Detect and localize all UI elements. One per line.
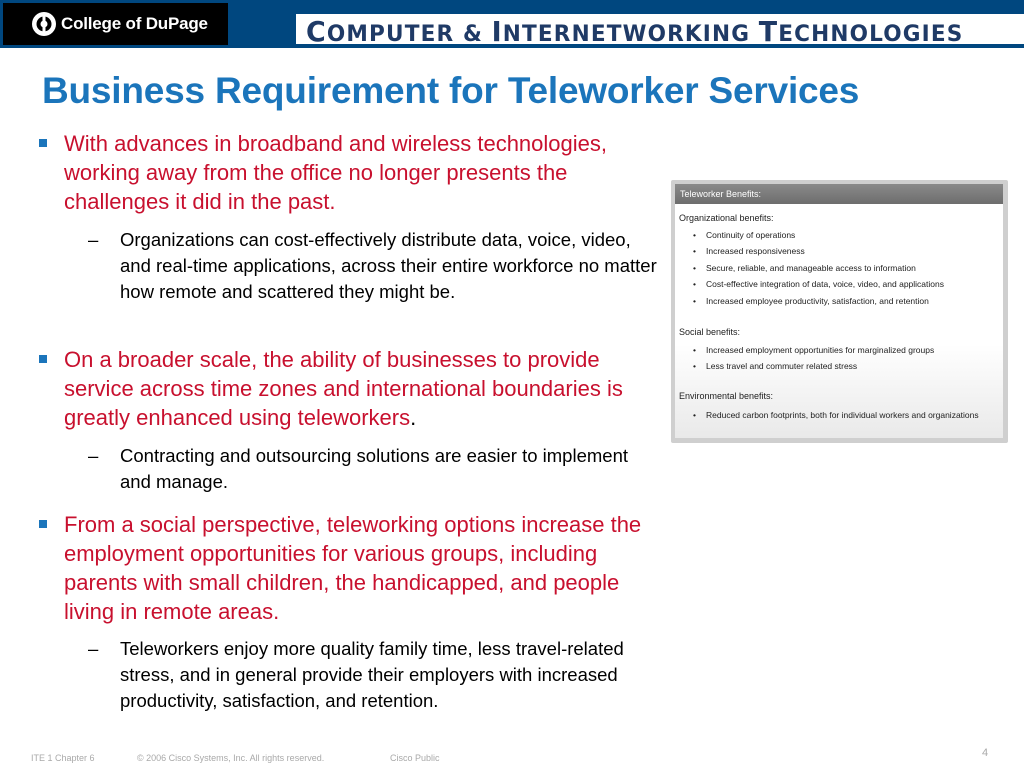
slide-title: Business Requirement for Teleworker Services: [42, 70, 860, 111]
department-title-part: OMPUTER &: [326, 21, 492, 47]
department-title-part: ECHNOLOGIES: [778, 21, 964, 47]
bullet-3: [64, 510, 644, 626]
department-title-part: T: [758, 15, 779, 48]
sub-bullet-2-text: Contracting and outsourcing solutions are easier to implement and manage.: [120, 445, 629, 492]
sub-bullet-1: [88, 227, 665, 305]
bullet-dot-icon: •: [693, 296, 696, 306]
bullet-dot-icon: •: [693, 345, 696, 355]
sub-bullet-3: [88, 636, 680, 714]
figure-list-item-text: Increased employee productivity, satisfaction, and retention: [706, 296, 929, 306]
bullet-1: [64, 129, 674, 216]
figure-panel: [675, 184, 1003, 438]
teleworker-benefits-figure: [671, 180, 1008, 443]
footer-classification: Cisco Public: [390, 753, 440, 763]
figure-section-title: Environmental benefits:: [679, 391, 774, 401]
square-bullet-icon: [39, 355, 47, 363]
figure-list-item-text: Reduced carbon footprints, both for individual workers and organizations: [706, 410, 979, 420]
bullet-dot-icon: •: [693, 410, 696, 420]
bullet-dot-icon: •: [693, 246, 696, 256]
department-title-part: C: [306, 15, 327, 48]
figure-list-item: [693, 229, 796, 241]
sub-bullet-1-text: Organizations can cost-effectively distribute data, voice, video, and real-time applications, across their entire workforce no matter how remote and scattered they might be.: [120, 229, 657, 302]
figure-list-item-text: Continuity of operations: [706, 230, 796, 240]
bullet-1-text: With advances in broadband and wireless technologies, working away from the office no longer presents the challenges it did in the past.: [64, 131, 607, 214]
sub-bullet-2: [88, 443, 655, 495]
dash-bullet-icon: –: [88, 229, 99, 250]
bullet-3-text: From a social perspective, teleworking options increase the employment opportunities for various groups, including parents with small children, the handicapped, and people living in remote areas.: [64, 512, 642, 624]
figure-body: [675, 204, 1003, 438]
figure-list-item: [693, 344, 935, 356]
figure-list-item: [693, 278, 944, 290]
department-title-part: NTERNETWORKING: [502, 21, 759, 47]
footer-course: ITE 1 Chapter 6: [31, 753, 95, 763]
sub-bullet-3-text: Teleworkers enjoy more quality family time, less travel-related stress, and in general provide their employers with increased productivity, satisfaction, and retention.: [120, 638, 624, 711]
bullet-dot-icon: •: [693, 230, 696, 240]
dash-bullet-icon: –: [88, 638, 99, 659]
figure-section-title: Organizational benefits:: [679, 213, 774, 223]
bullet-dot-icon: •: [693, 361, 696, 371]
department-title-part: I: [491, 15, 503, 48]
figure-heading: Teleworker Benefits:: [675, 184, 1003, 204]
figure-list-item-text: Secure, reliable, and manageable access to information: [706, 263, 916, 273]
figure-section-title: Social benefits:: [679, 327, 741, 337]
figure-list-item: [693, 409, 979, 421]
figure-list-item-text: Increased employment opportunities for marginalized groups: [706, 345, 935, 355]
footer-copyright: © 2006 Cisco Systems, Inc. All rights reserved.: [137, 753, 325, 763]
figure-list-item: [693, 360, 858, 372]
figure-list-item-text: Less travel and commuter related stress: [706, 361, 858, 371]
bullet-dot-icon: •: [693, 263, 696, 273]
page-number: 4: [982, 747, 989, 759]
figure-list-item-text: Cost-effective integration of data, voice, video, and applications: [706, 279, 944, 289]
figure-list-item-text: Increased responsiveness: [706, 246, 805, 256]
bullet-2-text: On a broader scale, the ability of businesses to provide service across time zones and international boundaries is greatly enhanced using teleworkers: [64, 347, 623, 430]
figure-list-item: [693, 245, 805, 257]
logo-text: College of DuPage: [61, 14, 208, 33]
square-bullet-icon: [39, 520, 47, 528]
square-bullet-icon: [39, 139, 47, 147]
figure-list-item: [693, 262, 916, 274]
bullet-dot-icon: •: [693, 279, 696, 289]
dash-bullet-icon: –: [88, 445, 99, 466]
bullet-2: [64, 345, 659, 432]
figure-list-item: [693, 295, 929, 307]
bullet-2-trail: .: [410, 405, 417, 430]
